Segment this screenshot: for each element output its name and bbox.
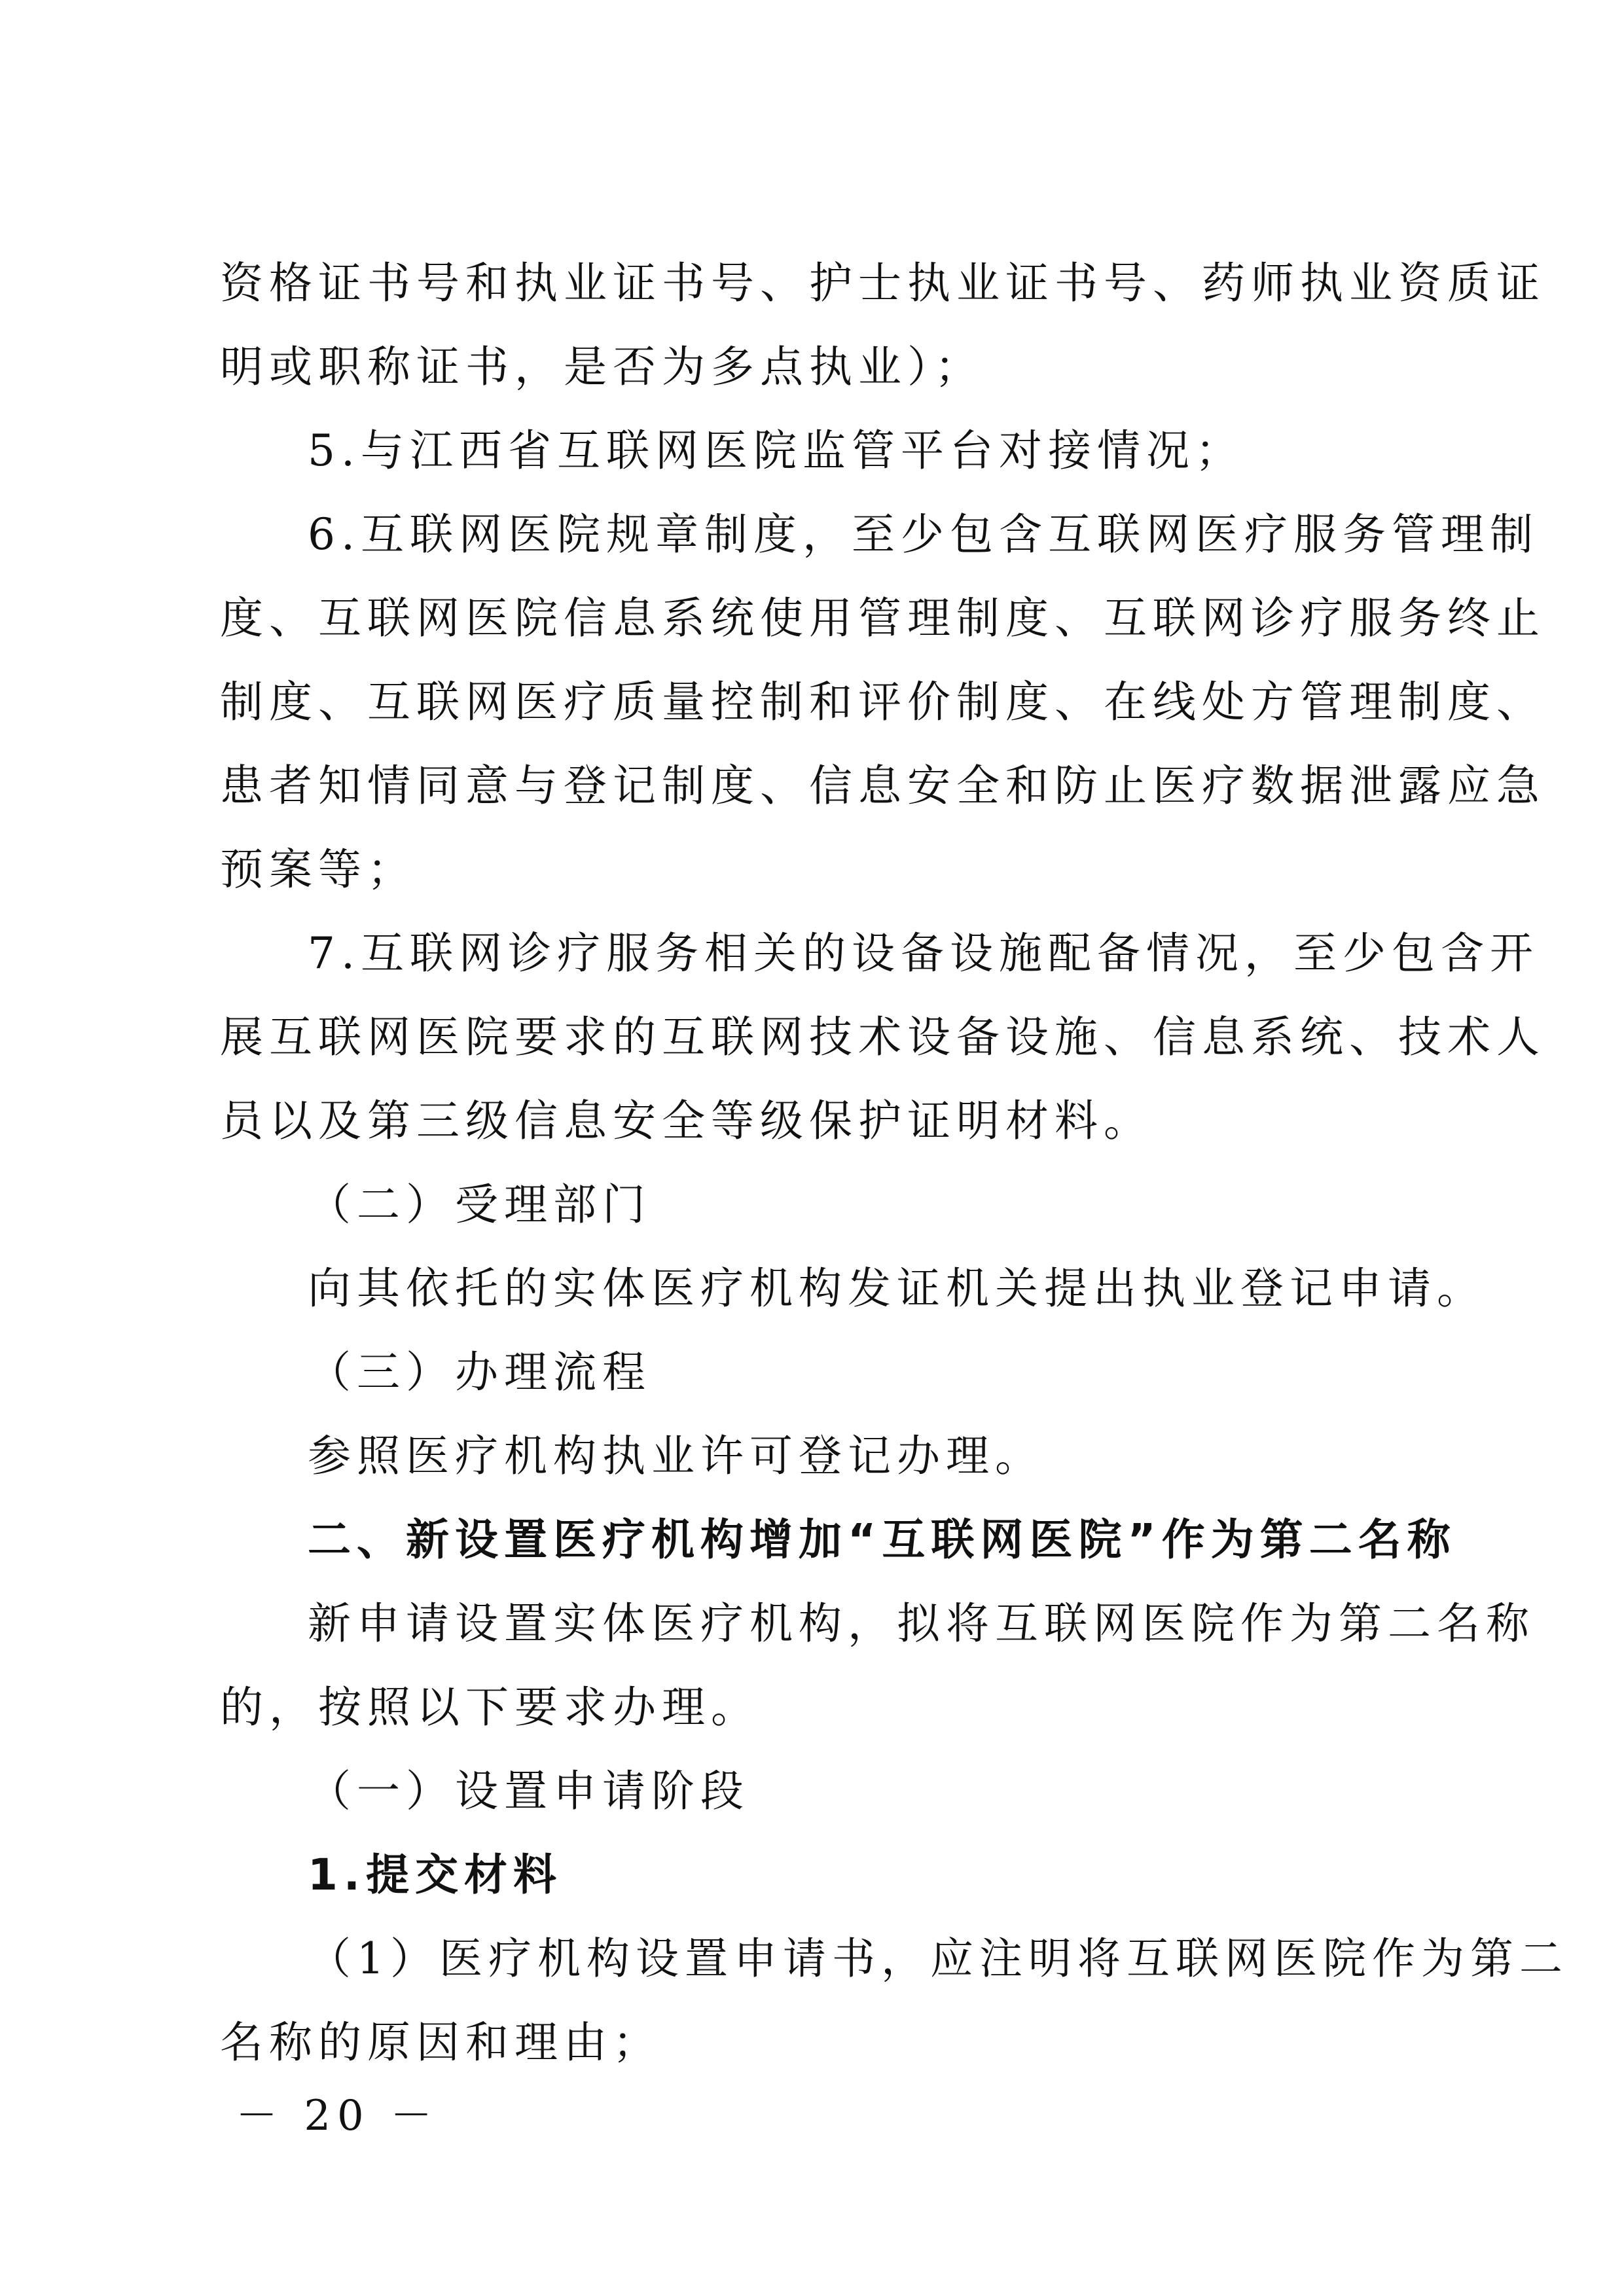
subheading-acceptance-dept: （二）受理部门 (308, 1179, 651, 1230)
list-item-6: 6.互联网医院规章制度，至少包含互联网医疗服务管理制 (308, 509, 1539, 560)
list-item-7: 7.互联网诊疗服务相关的设备设施配备情况，至少包含开 (308, 928, 1539, 978)
subheading-process: （三）办理流程 (308, 1347, 651, 1397)
body-line: 参照医疗机构执业许可登记办理。 (308, 1431, 1044, 1481)
body-line: 向其依托的实体医疗机构发证机关提出执业登记申请。 (308, 1263, 1486, 1314)
list-item-1: （1）医疗机构设置申请书，应注明将互联网医院作为第二 (308, 1933, 1568, 1984)
body-line: 的，按照以下要求办理。 (220, 1682, 760, 1732)
body-line: 员以及第三级信息安全等级保护证明材料。 (220, 1096, 1153, 1146)
body-line: 度、互联网医院信息系统使用管理制度、互联网诊疗服务终止 (220, 593, 1545, 643)
body-line: 展互联网医院要求的互联网技术设备设施、信息系统、技术人 (220, 1012, 1545, 1062)
body-line: 预案等； (220, 844, 416, 895)
body-line: 患者知情同意与登记制度、信息安全和防止医疗数据泄露应急 (220, 761, 1545, 811)
list-item-5: 5.与江西省互联网医院监管平台对接情况； (308, 425, 1244, 476)
subheading-submit-materials: 1.提交材料 (308, 1850, 562, 1900)
section-heading-2: 二、新设置医疗机构增加“互联网医院”作为第二名称 (308, 1515, 1456, 1565)
page-number: － 20 － (236, 2092, 439, 2140)
body-line: 新申请设置实体医疗机构，拟将互联网医院作为第二名称 (308, 1598, 1535, 1649)
body-line: 明或职称证书，是否为多点执业）； (220, 342, 984, 392)
subheading-setup-application: （一）设置申请阶段 (308, 1766, 749, 1816)
body-line: 资格证书号和执业证书号、护士执业证书号、药师执业资质证 (220, 258, 1545, 308)
body-line: 制度、互联网医疗质量控制和评价制度、在线处方管理制度、 (220, 677, 1545, 727)
body-line: 名称的原因和理由； (220, 2017, 662, 2068)
